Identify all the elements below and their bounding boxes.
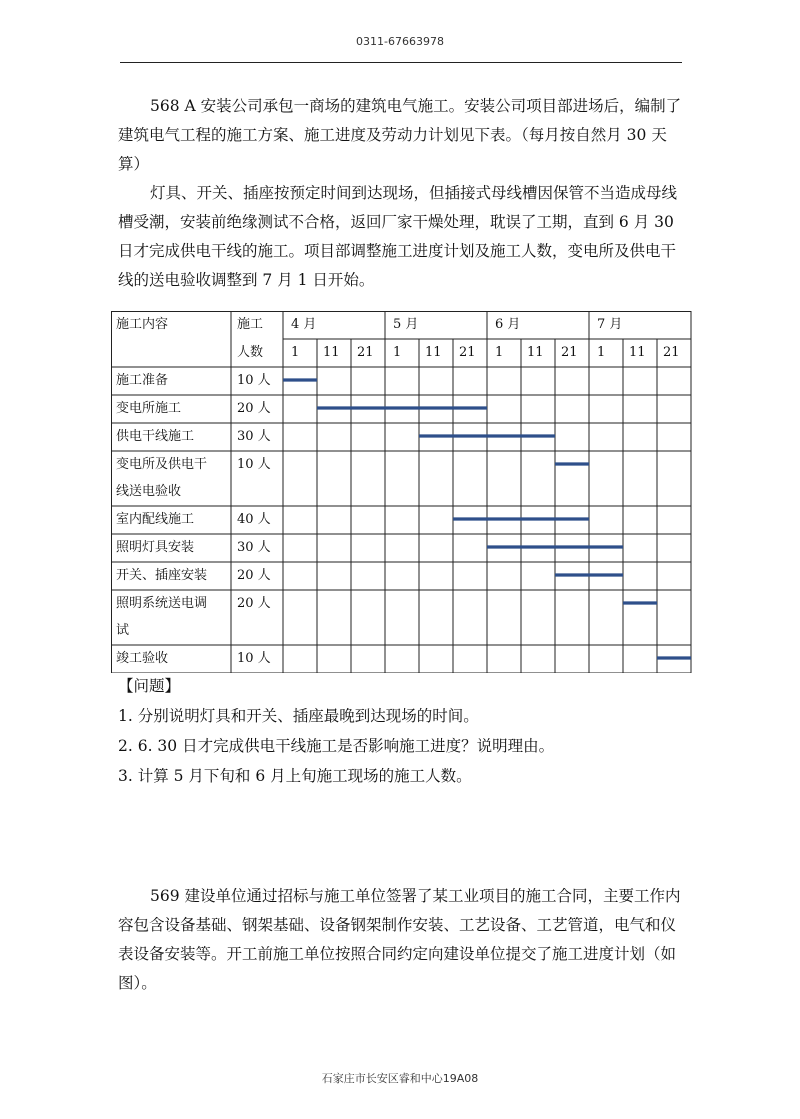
header-month: 4 月 bbox=[291, 317, 317, 332]
question-3: 3. 计算 5 月下旬和 6 月上旬施工现场的施工人数。 bbox=[118, 767, 472, 785]
row-workers: 20 人 bbox=[237, 401, 271, 416]
page-header-phone: 0311-67663978 bbox=[356, 35, 444, 48]
row-task-label: 室内配线施工 bbox=[116, 512, 195, 527]
row-workers: 20 人 bbox=[237, 568, 271, 583]
row-workers: 30 人 bbox=[237, 540, 271, 555]
header-month: 7 月 bbox=[597, 317, 623, 332]
row-task-label: 试 bbox=[116, 623, 130, 638]
header-day: 11 bbox=[323, 345, 340, 360]
row-task-label: 线送电验收 bbox=[116, 484, 182, 499]
header-task: 施工内容 bbox=[116, 317, 169, 332]
row-task-label: 开关、插座安装 bbox=[116, 568, 208, 583]
gantt-table bbox=[111, 311, 695, 673]
row-workers: 40 人 bbox=[237, 512, 271, 527]
row-task-label: 照明系统送电调 bbox=[116, 596, 208, 611]
header-day: 1 bbox=[495, 345, 504, 360]
row-task-label: 变电所施工 bbox=[116, 401, 182, 416]
page-footer-address: 石家庄市长安区睿和中心19A08 bbox=[321, 1072, 479, 1085]
questions-heading: 【问题】 bbox=[118, 677, 181, 695]
row-workers: 10 人 bbox=[237, 651, 271, 666]
header-workers-1: 施工 bbox=[237, 317, 264, 332]
header-day: 21 bbox=[459, 345, 476, 360]
row-task-label: 照明灯具安装 bbox=[116, 540, 195, 555]
header-day: 21 bbox=[357, 345, 374, 360]
header-rule bbox=[120, 62, 682, 63]
q568-intro: 568 A 安装公司承包一商场的建筑电气施工。安装公司项目部进场后，编制了建筑电气工程的施工方案、施工进度及劳动力计划见下表。（每月按自然月 30 天算） bbox=[118, 97, 682, 173]
row-workers: 30 人 bbox=[237, 429, 271, 444]
row-task-label: 竣工验收 bbox=[116, 651, 169, 666]
question-1: 1. 分别说明灯具和开关、插座最晚到达现场的时间。 bbox=[118, 707, 479, 725]
header-day: 21 bbox=[561, 345, 578, 360]
header-day: 1 bbox=[393, 345, 402, 360]
header-day: 11 bbox=[527, 345, 544, 360]
q568-body: 灯具、开关、插座按预定时间到达现场，但插接式母线槽因保管不当造成母线槽受潮，安装前绝缘测试不合格，返回厂家干燥处理，耽误了工期，直到 6 月 30 日才完成供电干线的施工。项目部调整施工进度计划及施工人数，变电所及供电干线的送电验收调整到 7 月 1 日开始。 bbox=[118, 184, 678, 289]
header-workers-2: 人数 bbox=[237, 345, 264, 360]
row-task-label: 变电所及供电干 bbox=[116, 457, 208, 472]
header-day: 1 bbox=[597, 345, 606, 360]
question-2: 2. 6. 30 日才完成供电干线施工是否影响施工进度？说明理由。 bbox=[118, 737, 555, 755]
header-day: 1 bbox=[291, 345, 300, 360]
header-day: 21 bbox=[663, 345, 680, 360]
header-day: 11 bbox=[629, 345, 646, 360]
row-task-label: 供电干线施工 bbox=[116, 429, 195, 444]
row-workers: 20 人 bbox=[237, 596, 271, 611]
q569-text: 569 建设单位通过招标与施工单位签署了某工业项目的施工合同，主要工作内容包含设备基础、钢架基础、设备钢架制作安装、工艺设备、工艺管道，电气和仪表设备安装等。开工前施工单位按照合同约定向建设单位提交了施工进度计划（如图）。 bbox=[118, 887, 681, 992]
header-day: 11 bbox=[425, 345, 442, 360]
row-task-label: 施工准备 bbox=[116, 373, 169, 388]
header-month: 5 月 bbox=[393, 317, 419, 332]
header-month: 6 月 bbox=[495, 317, 521, 332]
row-workers: 10 人 bbox=[237, 373, 271, 388]
row-workers: 10 人 bbox=[237, 457, 271, 472]
